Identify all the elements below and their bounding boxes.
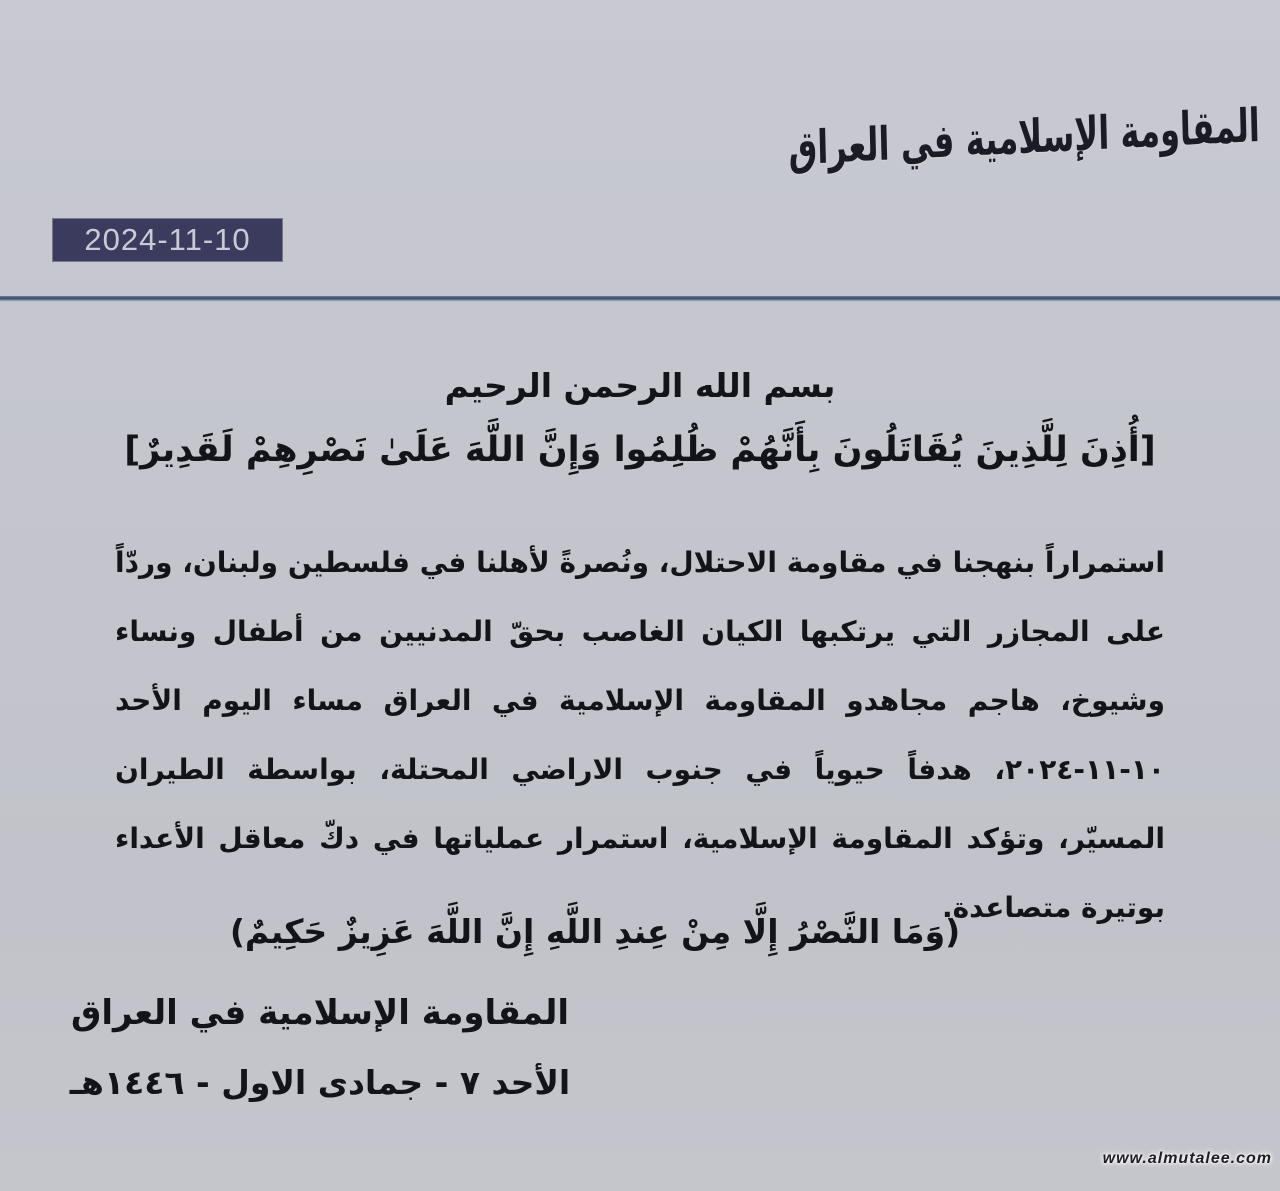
signature-block [20,993,620,1102]
closing-quran-verse: (وَمَا النَّصْرُ إِلَّا مِنْ عِندِ اللَّهِ إِنَّ اللَّهَ عَزِيزٌ حَكِيمٌ) [229,912,961,951]
org-logo-calligraphy: المقاومة الإسلامية في العراق [787,98,1261,176]
statement-paragraph: استمراراً بنهجنا في مقاومة الاحتلال، ونُصرةً لأهلنا في فلسطين ولبنان، وردّاً على المجازر التي يرتكبها الكيان الغاصب بحقّ المدنيين من أطفال ونساء وشيوخ، هاجم مجاهدو المقاومة الإسلامية في العراق مساء اليوم الأحد ١٠-١١-٢٠٢٤، هدفاً حيوياً في جنوب الاراضي المحتلة، بواسطة الطيران المسيّر، وتؤكد المقاومة الإسلامية، استمرار عملياتها في دكّ معاقل الأعداء بوتيرة متصاعدة. [115,546,1165,924]
watermark-url: www.almutalee.com [1102,1150,1272,1167]
signature-hijri-date: الأحد ٧ - جمادى الاول - ١٤٤٦هـ [69,1063,571,1102]
header-divider [0,296,1280,302]
signature-org-name: المقاومة الإسلامية في العراق [70,993,569,1033]
basmala-text: بسم الله الرحمن الرحيم [444,366,836,405]
opening-quran-verse: [أُذِنَ لِلَّذِينَ يُقَاتَلُونَ بِأَنَّهُمْ ظُلِمُوا وَإِنَّ اللَّهَ عَلَىٰ نَصْرِهِمْ لَقَدِيرٌ] [124,430,1156,470]
date-badge: 2024-11-10 [52,218,283,262]
